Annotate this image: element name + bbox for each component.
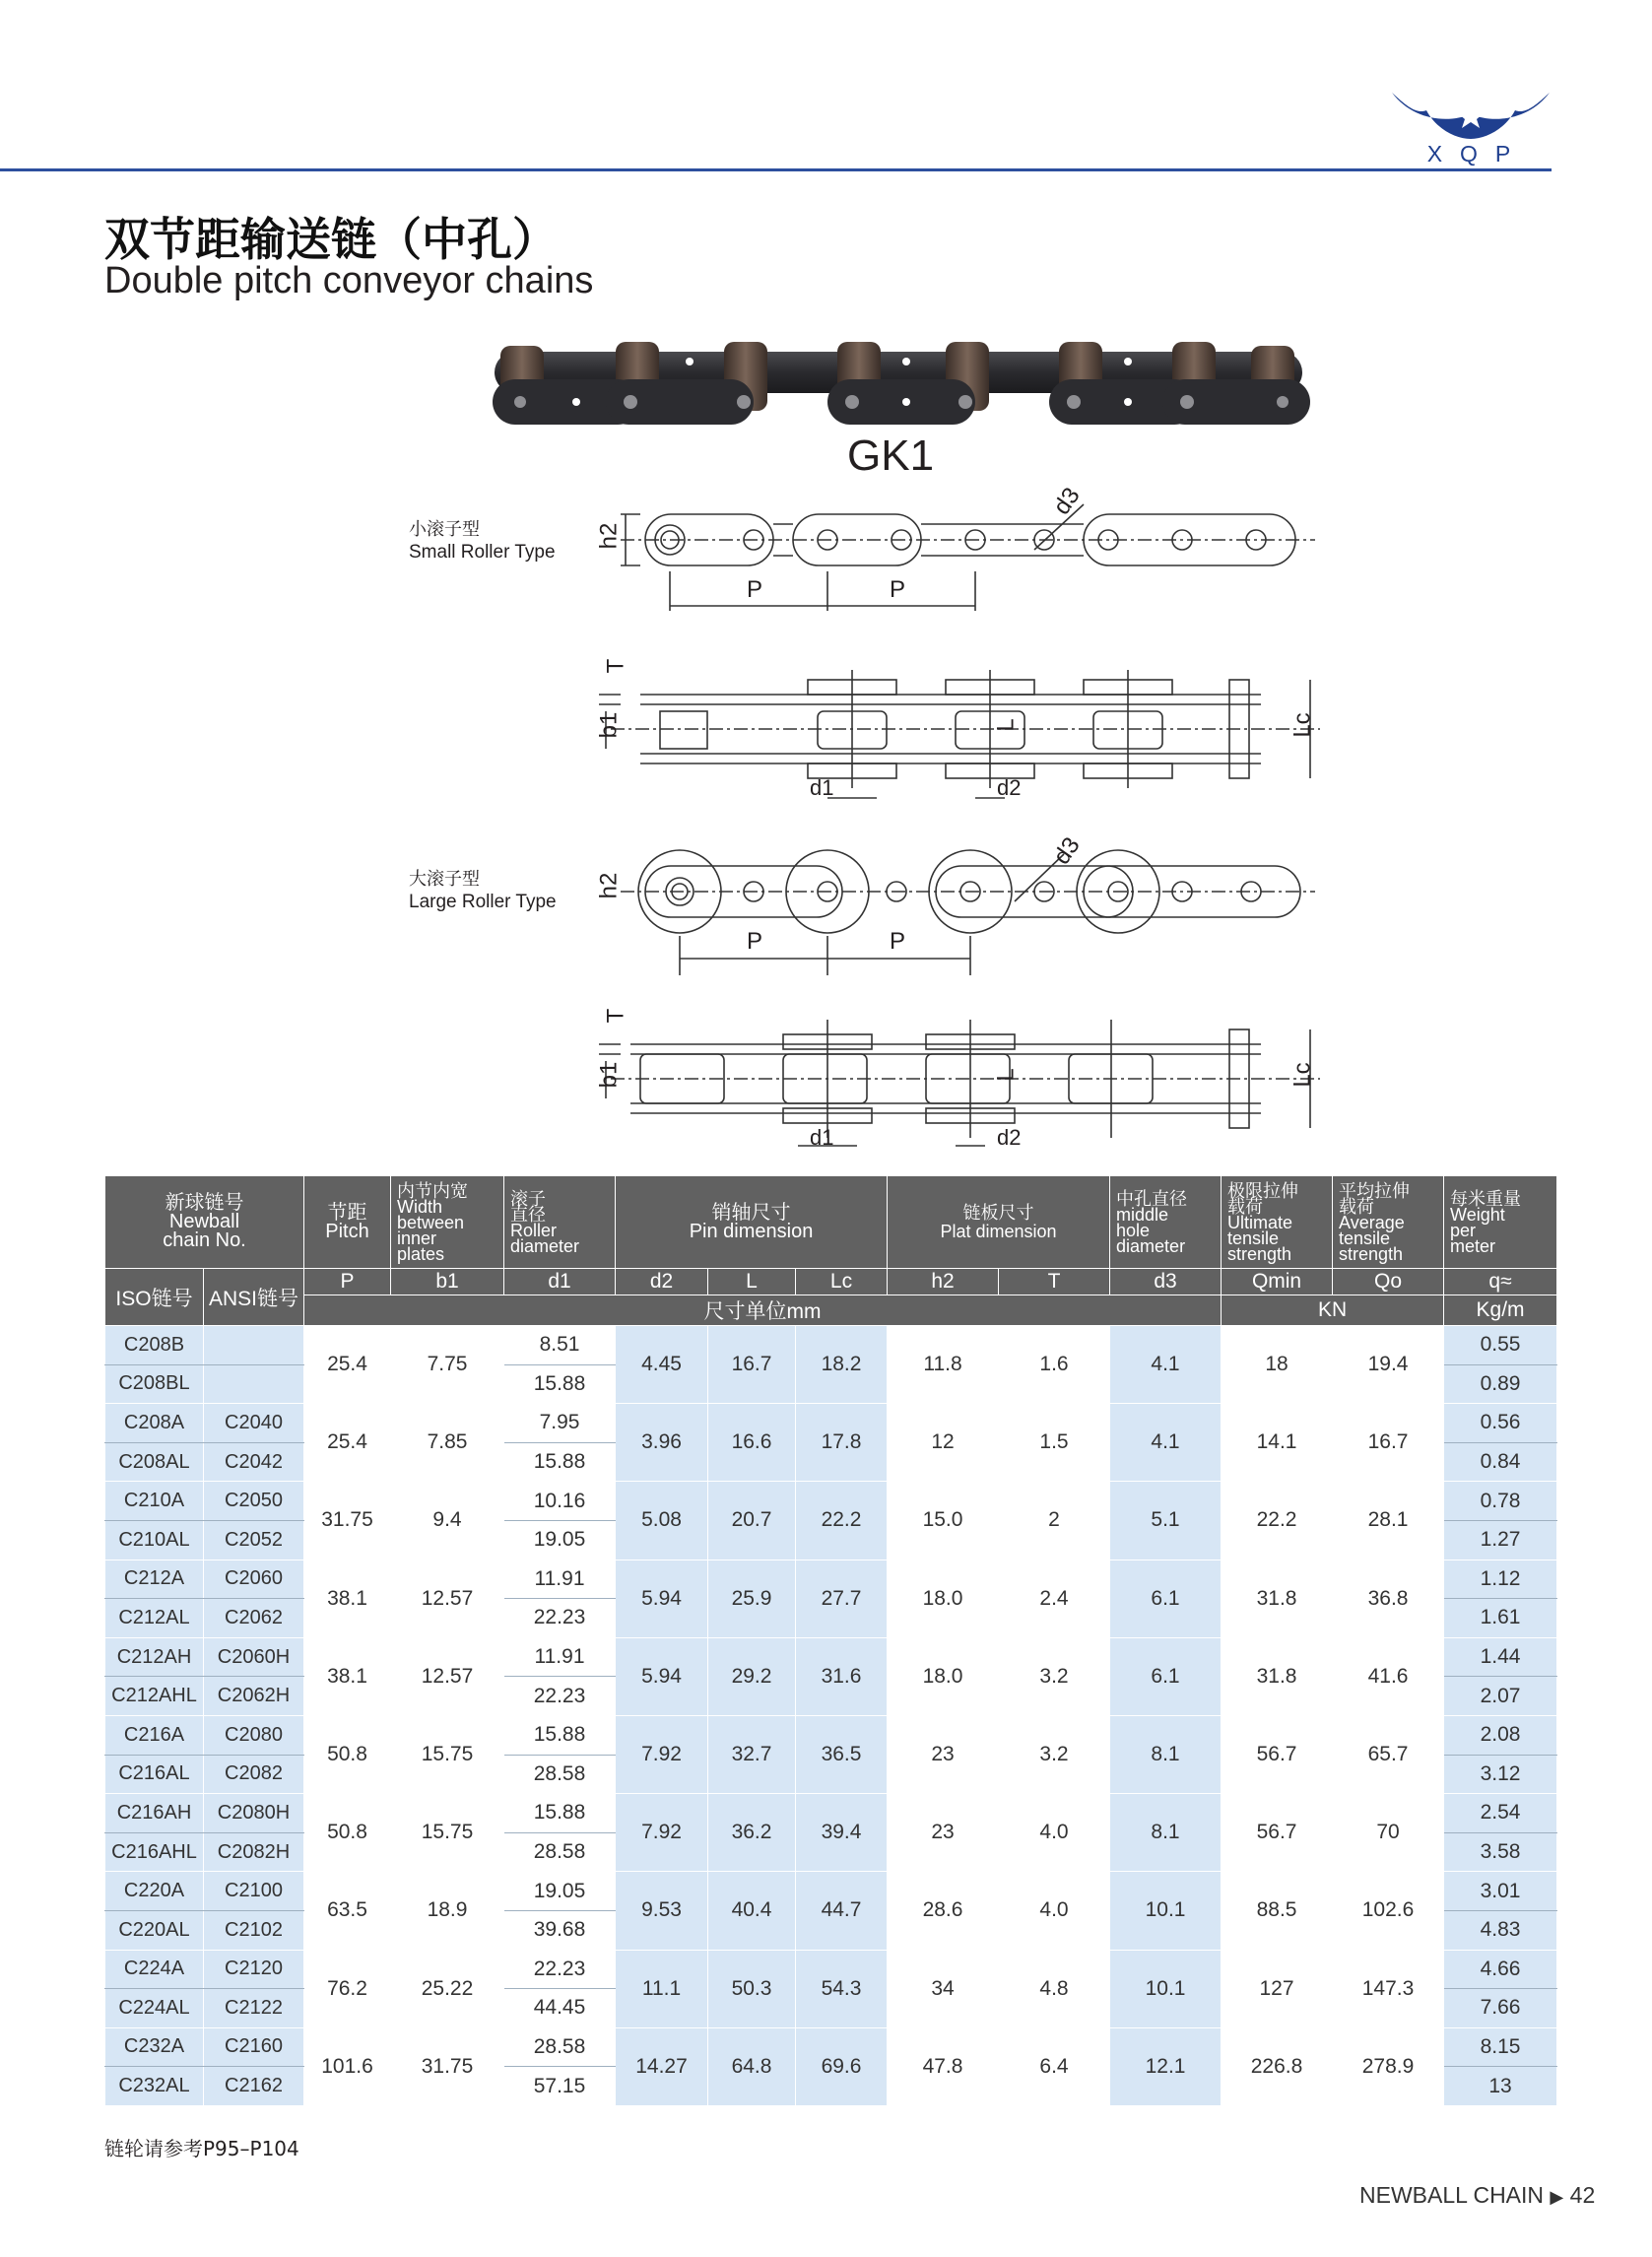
cell-d2: 4.45 <box>616 1326 708 1404</box>
cell-qo: 278.9 <box>1333 2027 1444 2105</box>
cell-iso: C232AL <box>105 2067 204 2106</box>
cell-iso: C220A <box>105 1872 204 1911</box>
cell-p: 63.5 <box>304 1872 391 1950</box>
cell-iso: C210A <box>105 1482 204 1521</box>
cell-d2: 14.27 <box>616 2027 708 2105</box>
cell-qo: 102.6 <box>1333 1872 1444 1950</box>
cell-ansi: C2052 <box>204 1520 304 1560</box>
subheader-lc: Lc <box>796 1269 888 1295</box>
cell-qmin: 31.8 <box>1222 1560 1333 1637</box>
footer-brand: NEWBALL CHAIN <box>1359 2182 1545 2208</box>
cell-q: 3.58 <box>1444 1832 1557 1872</box>
dim-d2: d2 <box>997 775 1022 800</box>
table-row <box>105 2027 1557 2067</box>
cell-l: 36.2 <box>708 1794 796 1872</box>
subheader-d3: d3 <box>1110 1269 1222 1295</box>
unit-mm: 尺寸单位mm <box>304 1295 1222 1326</box>
cell-d3: 12.1 <box>1110 2027 1222 2105</box>
small-roller-plan-drawing <box>581 483 1320 616</box>
cell-p: 50.8 <box>304 1794 391 1872</box>
cell-q: 0.55 <box>1444 1326 1557 1365</box>
cell-ansi: C2060H <box>204 1637 304 1677</box>
header-chain-no: 新球链号 Newball chain No. <box>105 1176 304 1269</box>
cell-d1: 7.95 <box>504 1404 616 1443</box>
cell-b1: 31.75 <box>391 2027 504 2105</box>
cell-d3: 6.1 <box>1110 1637 1222 1715</box>
large-roller-plan-drawing <box>621 842 1320 975</box>
cell-q: 2.54 <box>1444 1794 1557 1833</box>
cell-ansi: C2100 <box>204 1872 304 1911</box>
dim-p: P <box>747 576 763 603</box>
cell-iso: C208B <box>105 1326 204 1365</box>
cell-d1: 39.68 <box>504 1910 616 1950</box>
cell-ansi: C2082 <box>204 1755 304 1794</box>
cell-d3: 5.1 <box>1110 1482 1222 1560</box>
header-pitch: 节距 Pitch <box>304 1176 391 1269</box>
cell-q: 2.07 <box>1444 1677 1557 1716</box>
cell-d1: 19.05 <box>504 1872 616 1911</box>
large-roller-en: Large Roller Type <box>409 892 557 912</box>
cell-q: 1.44 <box>1444 1637 1557 1677</box>
cell-t: 2.4 <box>999 1560 1110 1637</box>
cell-lc: 54.3 <box>796 1950 888 2027</box>
dim-l: L <box>992 718 1020 732</box>
cell-q: 4.66 <box>1444 1950 1557 1989</box>
subheader-ansi: ANSI链号 <box>204 1269 304 1326</box>
cell-d1: 28.58 <box>504 1755 616 1794</box>
cell-l: 16.7 <box>708 1326 796 1404</box>
cell-ansi: C2062H <box>204 1677 304 1716</box>
dim-d3: d3 <box>1048 483 1086 520</box>
cell-t: 3.2 <box>999 1715 1110 1793</box>
dim-b1: b1 <box>595 711 623 739</box>
dim-p: P <box>890 576 906 603</box>
logo-text: XQP <box>1426 141 1529 166</box>
cell-d2: 7.92 <box>616 1715 708 1793</box>
cell-ansi: C2160 <box>204 2027 304 2067</box>
cell-p: 25.4 <box>304 1326 391 1404</box>
cell-d2: 5.94 <box>616 1637 708 1715</box>
cell-lc: 44.7 <box>796 1872 888 1950</box>
cell-b1: 18.9 <box>391 1872 504 1950</box>
cell-l: 29.2 <box>708 1637 796 1715</box>
cell-b1: 25.22 <box>391 1950 504 2027</box>
dim-t: T <box>602 658 629 674</box>
header-roller: 滚子 直径 Roller diameter <box>504 1176 616 1269</box>
cell-l: 50.3 <box>708 1950 796 2027</box>
cell-b1: 7.75 <box>391 1326 504 1404</box>
cell-l: 25.9 <box>708 1560 796 1637</box>
spec-table <box>104 1175 1557 2106</box>
dim-d3: d3 <box>1048 832 1086 870</box>
cell-t: 4.0 <box>999 1872 1110 1950</box>
cell-d1: 28.58 <box>504 1832 616 1872</box>
cell-p: 38.1 <box>304 1560 391 1637</box>
large-roller-side-drawing <box>591 1000 1330 1158</box>
cell-d3: 8.1 <box>1110 1715 1222 1793</box>
table-row <box>105 1326 1557 1365</box>
cell-qmin: 127 <box>1222 1950 1333 2027</box>
cell-ansi: C2120 <box>204 1950 304 1989</box>
cell-l: 40.4 <box>708 1872 796 1950</box>
subheader-h2: h2 <box>888 1269 999 1295</box>
cell-d3: 10.1 <box>1110 1950 1222 2027</box>
cell-l: 64.8 <box>708 2027 796 2105</box>
cell-d1: 57.15 <box>504 2067 616 2106</box>
cell-iso: C220AL <box>105 1910 204 1950</box>
header-pin: 销轴尺寸 Pin dimension <box>616 1176 888 1269</box>
cell-lc: 27.7 <box>796 1560 888 1637</box>
cell-iso: C224A <box>105 1950 204 1989</box>
cell-q: 0.89 <box>1444 1364 1557 1404</box>
table-row <box>105 1560 1557 1599</box>
dim-d2: d2 <box>997 1125 1022 1150</box>
cell-qo: 65.7 <box>1333 1715 1444 1793</box>
table-row <box>105 1404 1557 1443</box>
cell-t: 2 <box>999 1482 1110 1560</box>
cell-t: 3.2 <box>999 1637 1110 1715</box>
cell-iso: C212AL <box>105 1599 204 1638</box>
cell-d3: 4.1 <box>1110 1404 1222 1482</box>
cell-q: 4.83 <box>1444 1910 1557 1950</box>
cell-lc: 36.5 <box>796 1715 888 1793</box>
triangle-icon: ▶ <box>1550 2187 1564 2207</box>
small-roller-side-drawing <box>591 650 1330 828</box>
cell-q: 1.61 <box>1444 1599 1557 1638</box>
cell-d1: 15.88 <box>504 1715 616 1755</box>
cell-h2: 11.8 <box>888 1326 999 1404</box>
dim-t: T <box>602 1008 629 1024</box>
cell-h2: 23 <box>888 1715 999 1793</box>
unit-kn: KN <box>1222 1295 1444 1326</box>
cell-h2: 28.6 <box>888 1872 999 1950</box>
cell-d1: 11.91 <box>504 1560 616 1599</box>
cell-q: 0.78 <box>1444 1482 1557 1521</box>
cell-h2: 23 <box>888 1794 999 1872</box>
dim-p: P <box>890 928 906 955</box>
model-label: GK1 <box>847 431 935 480</box>
cell-d1: 22.23 <box>504 1950 616 1989</box>
dim-d1: d1 <box>810 1125 834 1150</box>
cell-q: 1.27 <box>1444 1520 1557 1560</box>
cell-d2: 11.1 <box>616 1950 708 2027</box>
cell-iso: C216A <box>105 1715 204 1755</box>
page-title-cn: 双节距输送链（中孔） <box>104 213 558 266</box>
cell-iso: C208A <box>105 1404 204 1443</box>
cell-ansi: C2040 <box>204 1404 304 1443</box>
cell-iso: C210AL <box>105 1520 204 1560</box>
cell-p: 31.75 <box>304 1482 391 1560</box>
page-title-en: Double pitch conveyor chains <box>104 260 594 301</box>
cell-d1: 44.45 <box>504 1989 616 2028</box>
cell-ansi: C2062 <box>204 1599 304 1638</box>
cell-h2: 15.0 <box>888 1482 999 1560</box>
cell-iso: C232A <box>105 2027 204 2067</box>
sprocket-note: 链轮请参考P95–P104 <box>104 2137 299 2160</box>
cell-ansi: C2042 <box>204 1442 304 1482</box>
cell-ansi: C2102 <box>204 1910 304 1950</box>
cell-q: 3.01 <box>1444 1872 1557 1911</box>
dim-h2: h2 <box>595 522 623 550</box>
cell-d2: 5.94 <box>616 1560 708 1637</box>
cell-b1: 7.85 <box>391 1404 504 1482</box>
cell-qo: 28.1 <box>1333 1482 1444 1560</box>
subheader-d2: d2 <box>616 1269 708 1295</box>
subheader-qo: Qo <box>1333 1269 1444 1295</box>
cell-t: 1.6 <box>999 1326 1110 1404</box>
large-roller-cn: 大滚子型 <box>409 869 480 890</box>
table-row <box>105 1872 1557 1911</box>
cell-d3: 8.1 <box>1110 1794 1222 1872</box>
cell-ansi: C2082H <box>204 1832 304 1872</box>
cell-qmin: 18 <box>1222 1326 1333 1404</box>
cell-qo: 147.3 <box>1333 1950 1444 2027</box>
dim-d1: d1 <box>810 775 834 800</box>
cell-l: 16.6 <box>708 1404 796 1482</box>
cell-p: 50.8 <box>304 1715 391 1793</box>
cell-p: 101.6 <box>304 2027 391 2105</box>
cell-q: 3.12 <box>1444 1755 1557 1794</box>
dim-lc: Lc <box>1289 1062 1316 1088</box>
cell-h2: 18.0 <box>888 1560 999 1637</box>
cell-b1: 15.75 <box>391 1794 504 1872</box>
small-roller-en: Small Roller Type <box>409 542 556 563</box>
cell-qmin: 226.8 <box>1222 2027 1333 2105</box>
cell-d1: 22.23 <box>504 1677 616 1716</box>
cell-d2: 9.53 <box>616 1872 708 1950</box>
header-ultimate: 极限拉伸 载荷 Ultimate tensile strength <box>1222 1176 1333 1269</box>
page-footer <box>1359 2182 1595 2209</box>
cell-qmin: 14.1 <box>1222 1404 1333 1482</box>
cell-b1: 9.4 <box>391 1482 504 1560</box>
cell-t: 4.8 <box>999 1950 1110 2027</box>
cell-q: 8.15 <box>1444 2027 1557 2067</box>
cell-ansi: C2050 <box>204 1482 304 1521</box>
cell-d1: 28.58 <box>504 2027 616 2067</box>
cell-d3: 10.1 <box>1110 1872 1222 1950</box>
cell-lc: 69.6 <box>796 2027 888 2105</box>
cell-d2: 5.08 <box>616 1482 708 1560</box>
cell-d1: 15.88 <box>504 1794 616 1833</box>
dim-h2: h2 <box>595 872 623 899</box>
cell-p: 25.4 <box>304 1404 391 1482</box>
cell-qmin: 22.2 <box>1222 1482 1333 1560</box>
unit-kgm: Kg/m <box>1444 1295 1557 1326</box>
cell-iso: C212AH <box>105 1637 204 1677</box>
cell-q: 0.84 <box>1444 1442 1557 1482</box>
table-row <box>105 1715 1557 1755</box>
cell-ansi: C2122 <box>204 1989 304 2028</box>
cell-q: 13 <box>1444 2067 1557 2106</box>
cell-q: 1.12 <box>1444 1560 1557 1599</box>
cell-iso: C216AHL <box>105 1832 204 1872</box>
cell-q: 0.56 <box>1444 1404 1557 1443</box>
cell-qo: 70 <box>1333 1794 1444 1872</box>
cell-d1: 22.23 <box>504 1599 616 1638</box>
cell-d1: 15.88 <box>504 1364 616 1404</box>
cell-l: 20.7 <box>708 1482 796 1560</box>
cell-h2: 34 <box>888 1950 999 2027</box>
cell-ansi <box>204 1364 304 1404</box>
cell-iso: C212A <box>105 1560 204 1599</box>
cell-qmin: 88.5 <box>1222 1872 1333 1950</box>
cell-h2: 12 <box>888 1404 999 1482</box>
table-row <box>105 1637 1557 1677</box>
dim-p: P <box>747 928 763 955</box>
cell-lc: 18.2 <box>796 1326 888 1404</box>
cell-b1: 12.57 <box>391 1637 504 1715</box>
cell-qmin: 31.8 <box>1222 1637 1333 1715</box>
cell-lc: 22.2 <box>796 1482 888 1560</box>
header-average: 平均拉伸 载荷 Average tensile strength <box>1333 1176 1444 1269</box>
cell-iso: C224AL <box>105 1989 204 2028</box>
subheader-b1: b1 <box>391 1269 504 1295</box>
subheader-l: L <box>708 1269 796 1295</box>
cell-lc: 39.4 <box>796 1794 888 1872</box>
cell-iso: C212AHL <box>105 1677 204 1716</box>
subheader-qmin: Qmin <box>1222 1269 1333 1295</box>
cell-qo: 16.7 <box>1333 1404 1444 1482</box>
header-plate: 链板尺寸 Plat dimension <box>888 1176 1110 1269</box>
subheader-t: T <box>999 1269 1110 1295</box>
dim-l: L <box>992 1068 1020 1082</box>
cell-iso: C216AH <box>105 1794 204 1833</box>
cell-q: 2.08 <box>1444 1715 1557 1755</box>
page-number: 42 <box>1569 2182 1596 2208</box>
table-row <box>105 1794 1557 1833</box>
cell-p: 38.1 <box>304 1637 391 1715</box>
cell-h2: 18.0 <box>888 1637 999 1715</box>
cell-l: 32.7 <box>708 1715 796 1793</box>
cell-d3: 4.1 <box>1110 1326 1222 1404</box>
subheader-d1: d1 <box>504 1269 616 1295</box>
cell-lc: 17.8 <box>796 1404 888 1482</box>
cell-t: 6.4 <box>999 2027 1110 2105</box>
cell-ansi: C2080 <box>204 1715 304 1755</box>
header-middle-hole: 中孔直径 middle hole diameter <box>1110 1176 1222 1269</box>
cell-p: 76.2 <box>304 1950 391 2027</box>
subheader-p: P <box>304 1269 391 1295</box>
header-rule <box>0 168 1552 171</box>
cell-qmin: 56.7 <box>1222 1715 1333 1793</box>
cell-d3: 6.1 <box>1110 1560 1222 1637</box>
cell-t: 1.5 <box>999 1404 1110 1482</box>
table-row <box>105 1950 1557 1989</box>
header-weight: 每米重量 Weight per meter <box>1444 1176 1557 1269</box>
cell-iso: C216AL <box>105 1755 204 1794</box>
cell-ansi: C2080H <box>204 1794 304 1833</box>
cell-qo: 41.6 <box>1333 1637 1444 1715</box>
subheader-iso: ISO链号 <box>105 1269 204 1326</box>
cell-ansi <box>204 1326 304 1365</box>
cell-qo: 36.8 <box>1333 1560 1444 1637</box>
cell-b1: 12.57 <box>391 1560 504 1637</box>
cell-ansi: C2162 <box>204 2067 304 2106</box>
cell-q: 7.66 <box>1444 1989 1557 2028</box>
cell-d1: 11.91 <box>504 1637 616 1677</box>
cell-qo: 19.4 <box>1333 1326 1444 1404</box>
cell-d1: 19.05 <box>504 1520 616 1560</box>
subheader-q: q≈ <box>1444 1269 1557 1295</box>
chain-photo <box>483 330 1315 436</box>
cell-d1: 8.51 <box>504 1326 616 1365</box>
dim-lc: Lc <box>1289 712 1316 738</box>
cell-b1: 15.75 <box>391 1715 504 1793</box>
cell-ansi: C2060 <box>204 1560 304 1599</box>
cell-t: 4.0 <box>999 1794 1110 1872</box>
dim-b1: b1 <box>595 1061 623 1089</box>
cell-d1: 15.88 <box>504 1442 616 1482</box>
cell-d2: 7.92 <box>616 1794 708 1872</box>
cell-h2: 47.8 <box>888 2027 999 2105</box>
cell-d1: 10.16 <box>504 1482 616 1521</box>
cell-iso: C208AL <box>105 1442 204 1482</box>
cell-lc: 31.6 <box>796 1637 888 1715</box>
header-width: 内节内宽 Width between inner plates <box>391 1176 504 1269</box>
small-roller-cn: 小滚子型 <box>409 519 480 540</box>
cell-iso: C208BL <box>105 1364 204 1404</box>
table-row <box>105 1482 1557 1521</box>
cell-qmin: 56.7 <box>1222 1794 1333 1872</box>
cell-d2: 3.96 <box>616 1404 708 1482</box>
